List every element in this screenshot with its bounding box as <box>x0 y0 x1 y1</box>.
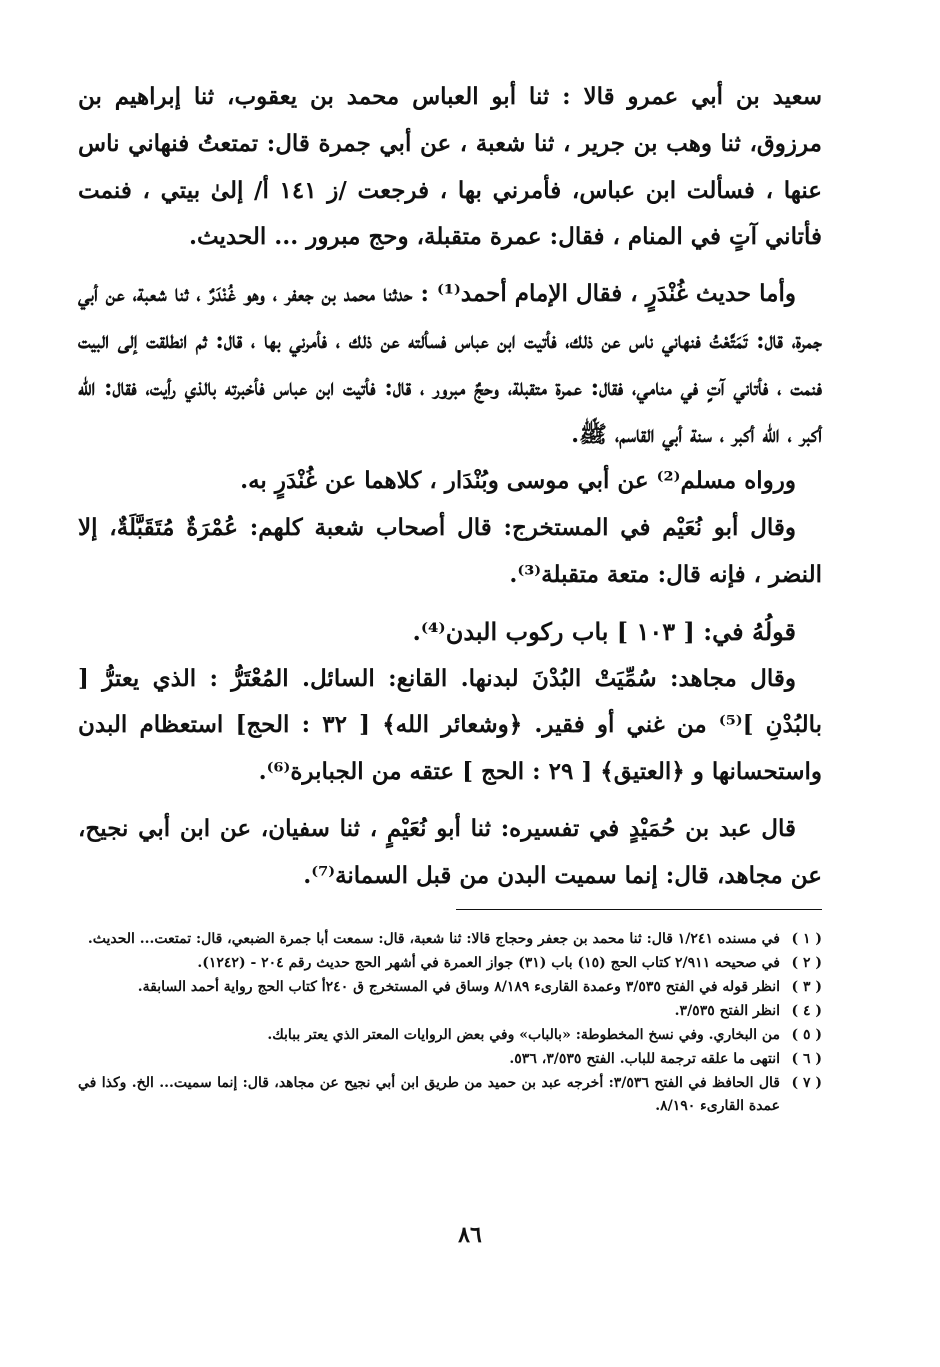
page-number: ٨٦ <box>458 1222 482 1248</box>
footnote-item <box>78 1024 822 1047</box>
footnote-number: ( ١ ) <box>791 931 822 947</box>
paragraph: ورواه مسلم⁽²⁾ عن أبي موسى وبُنْدَار ، كلاهما عن غُنْدَرٍ به. <box>240 467 796 495</box>
footnote-text: قال الحافظ في الفتح ٣/٥٣٦: أخرجه عبد بن حميد من طريق ابن أبي نجيح عن مجاهد، قال: إنما سميت... الخ. وكذا في عمدة القارىء ٨/١٩٠. <box>78 1075 780 1114</box>
paragraph: وقال أبو نُعَيْم في المستخرج: قال أصحاب شعبة كلهم: عُمْرَةٌ مُتَقَبَّلَةٌ، إلا النضر ، فإنه قال: متعة متقبلة⁽³⁾. <box>78 514 822 588</box>
footnote-number: ( ٦ ) <box>791 1051 822 1067</box>
footnote-number: ( ٣ ) <box>791 979 822 995</box>
footnote-item <box>78 976 822 999</box>
footnote-separator <box>456 909 822 910</box>
footnote-text: في صحيحه ٢/٩١١ كتاب الحج (١٥) باب (٣١) جواز العمرة في أشهر الحج حديث رقم ٢٠٤ - (١٢٤٢). <box>197 955 780 971</box>
footnote-text: انتهى ما علقه ترجمة للباب. الفتح ٣/٥٣٥، ٥٣٦. <box>509 1051 780 1067</box>
main-text <box>78 74 822 900</box>
footnote-number: ( ٢ ) <box>791 955 822 971</box>
footnote-item <box>78 928 822 951</box>
footnote-text: من البخاري. وفي نسخ المخطوطة: «بالباب» وفي بعض الروايات المعتر الذي يعتر ببابك. <box>267 1027 780 1043</box>
footnote-item <box>78 1000 822 1023</box>
section-heading: قولُهُ في: [ ١٠٣ ] باب ركوب البدن⁽⁴⁾. <box>412 616 796 646</box>
footnote-number: ( ٥ ) <box>791 1027 822 1043</box>
footnote-item <box>78 952 822 975</box>
paragraph: قال عبد بن حُمَيْدٍ في تفسيره: ثنا أبو نُعَيْمٍ ، ثنا سفيان، عن ابن أبي نجيح، عن مجاهد، قال: إنما سميت البدن من قبل السمانة⁽⁷⁾. <box>78 814 822 889</box>
footnote-item <box>78 1048 822 1071</box>
footnote-number: ( ٧ ) <box>791 1075 822 1091</box>
paragraph: سعيد بن أبي عمرو قالا : ثنا أبو العباس محمد بن يعقوب، ثنا إبراهيم بن مرزوق، ثنا وهب بن جرير ، ثنا شعبة ، عن أبي جمرة قال: تمتعتُ فنهاني ناس عنها ، فسألت ابن عباس، فأمرني بها ، فرجعت /ز ١٤١ أ/ إلىٰ بيتي ، فنمت فأتاني آتٍ في المنام ، فقال: عمرة متقبلة، وحج مبرور ... الحديث. <box>78 83 822 251</box>
footnote-text: في مسنده ١/٢٤١ قال: ثنا محمد بن جعفر وحجاج قالا: ثنا شعبة، قال: سمعت أبا جمرة الضبعي، قال: تمتعت... الحديث. <box>87 931 780 947</box>
footnote-item <box>78 1072 822 1118</box>
paragraph: وأما حديث غُنْدَرٍ ، فقال الإمام أحمد⁽¹⁾ : حدثنا محمد بن جعفر ، وهو غُنْدَرٌ ، ثنا شعبة، عن أبي جمرة، قال: تَمَتَّعْتُ فنهاني ناس عن ذلك، فأتيت ابن عباس فسألته عن ذلك ، فأمرني بها ، قال: ثم انطلقت إلى البيت فنمت ، فأتاني آتٍ في منامي، فقال: عمرة متقبلة، وحجٌ مبرور ، قال: فأتيت ابن عباس فأخبرته بالذي رأيت، فقال: الله أكبر ، الله أكبر ، سنة أبي القاسم، ﷺ. <box>78 280 822 448</box>
paragraph: وقال مجاهد: سُمِّيَتْ البُدْنَ لبدنها. القانع: السائل. المُعْتَرُّ : الذي يعترُّ [ بالبُدْنِ ]⁽⁵⁾ من غني أو فقير. ﴿وشعائر الله﴾ [ ٣٢ : الحج] استعظام البدن واستحسانها و ﴿العتيق﴾ [ ٢٩ : الحج ] عتقه من الجبابرة⁽⁶⁾. <box>78 664 822 786</box>
footnotes <box>78 928 822 1119</box>
footnote-text: انظر الفتح ٣/٥٣٥. <box>674 1003 780 1019</box>
footnote-text: انظر قوله في الفتح ٣/٥٣٥ وعمدة القارىء ٨/١٨٩ وساق في المستخرج ق ٢٤٠أ كتاب الحج رواية أحمد السابقة. <box>137 979 780 995</box>
footnote-number: ( ٤ ) <box>791 1003 822 1019</box>
